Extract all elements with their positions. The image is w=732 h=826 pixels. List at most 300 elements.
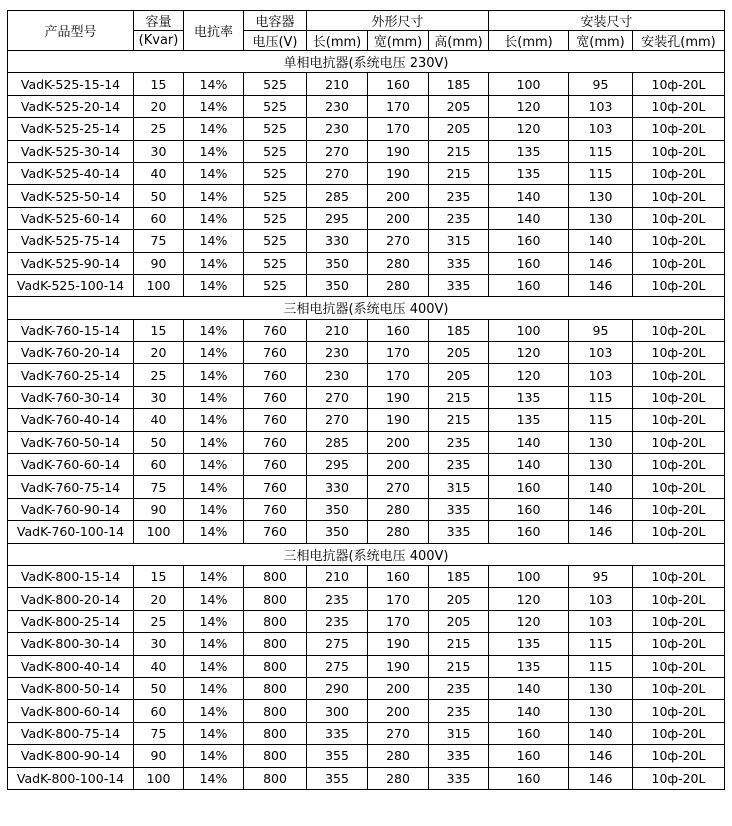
table-cell: 135 [489, 140, 569, 162]
header-outer-dimensions: 外形尺寸 [307, 11, 489, 31]
table-cell: VadK-760-100-14 [8, 521, 134, 543]
table-cell: 270 [368, 230, 429, 252]
table-cell: 14% [184, 386, 244, 408]
table-cell: 95 [569, 319, 633, 341]
header-outer-length: 长(mm) [307, 31, 368, 51]
table-cell: VadK-760-90-14 [8, 498, 134, 520]
table-cell: 350 [307, 274, 368, 296]
table-cell: 160 [368, 73, 429, 95]
table-cell: 315 [429, 722, 489, 744]
table-cell: VadK-760-60-14 [8, 454, 134, 476]
table-cell: 760 [244, 498, 307, 520]
table-cell: 760 [244, 476, 307, 498]
table-cell: 335 [429, 498, 489, 520]
table-cell: 14% [184, 700, 244, 722]
table-cell: 10ф-20L [633, 498, 725, 520]
table-row [8, 431, 725, 453]
table-row [8, 274, 725, 296]
table-row [8, 700, 725, 722]
table-cell: 140 [489, 700, 569, 722]
table-cell: 205 [429, 588, 489, 610]
table-cell: 115 [569, 633, 633, 655]
table-cell: 760 [244, 454, 307, 476]
table-cell: 130 [569, 454, 633, 476]
table-cell: 10ф-20L [633, 633, 725, 655]
table-cell: 270 [307, 140, 368, 162]
table-cell: 14% [184, 319, 244, 341]
table-cell: 335 [429, 252, 489, 274]
table-cell: 335 [429, 274, 489, 296]
table-cell: 285 [307, 185, 368, 207]
table-cell: 10ф-20L [633, 565, 725, 587]
table-cell: 50 [134, 185, 184, 207]
table-cell: 140 [569, 230, 633, 252]
table-cell: 90 [134, 745, 184, 767]
table-cell: 135 [489, 409, 569, 431]
table-cell: VadK-800-30-14 [8, 633, 134, 655]
table-row [8, 342, 725, 364]
table-cell: VadK-760-25-14 [8, 364, 134, 386]
table-cell: 10ф-20L [633, 230, 725, 252]
table-cell: 140 [489, 207, 569, 229]
table-cell: 146 [569, 767, 633, 789]
table-cell: 10ф-20L [633, 588, 725, 610]
table-cell: 350 [307, 252, 368, 274]
table-cell: 146 [569, 498, 633, 520]
table-row [8, 118, 725, 140]
table-cell: 200 [368, 700, 429, 722]
table-cell: 120 [489, 118, 569, 140]
table-cell: 280 [368, 767, 429, 789]
table-cell: 760 [244, 521, 307, 543]
table-cell: 130 [569, 207, 633, 229]
table-cell: 103 [569, 610, 633, 632]
table-cell: 25 [134, 118, 184, 140]
table-cell: 160 [489, 230, 569, 252]
table-cell: 10ф-20L [633, 431, 725, 453]
table-cell: 115 [569, 386, 633, 408]
table-cell: 100 [134, 274, 184, 296]
table-cell: 160 [489, 274, 569, 296]
table-row [8, 454, 725, 476]
table-cell: VadK-760-50-14 [8, 431, 134, 453]
table-cell: 103 [569, 118, 633, 140]
table-cell: 10ф-20L [633, 364, 725, 386]
table-cell: 103 [569, 588, 633, 610]
table-cell: 190 [368, 655, 429, 677]
table-row [8, 767, 725, 789]
table-cell: 800 [244, 677, 307, 699]
table-cell: VadK-525-50-14 [8, 185, 134, 207]
table-row [8, 386, 725, 408]
table-cell: 800 [244, 745, 307, 767]
table-row [8, 588, 725, 610]
table-cell: 10ф-20L [633, 252, 725, 274]
table-cell: 525 [244, 140, 307, 162]
table-cell: 14% [184, 521, 244, 543]
header-mount-width: 宽(mm) [569, 31, 633, 51]
table-cell: 100 [489, 319, 569, 341]
table-cell: 205 [429, 118, 489, 140]
table-cell: 335 [429, 767, 489, 789]
table-cell: 14% [184, 207, 244, 229]
table-cell: 120 [489, 364, 569, 386]
table-row [8, 140, 725, 162]
table-cell: 140 [489, 185, 569, 207]
table-cell: 190 [368, 140, 429, 162]
table-cell: 75 [134, 476, 184, 498]
table-cell: 185 [429, 319, 489, 341]
table-cell: 215 [429, 386, 489, 408]
table-cell: VadK-525-30-14 [8, 140, 134, 162]
table-cell: 140 [489, 454, 569, 476]
table-row [8, 655, 725, 677]
table-cell: 15 [134, 73, 184, 95]
table-cell: 160 [489, 498, 569, 520]
table-cell: 15 [134, 565, 184, 587]
table-cell: 205 [429, 95, 489, 117]
header-capacity: 容量 [134, 11, 184, 31]
table-cell: 160 [489, 745, 569, 767]
table-cell: 525 [244, 118, 307, 140]
table-cell: 525 [244, 207, 307, 229]
table-cell: 335 [429, 745, 489, 767]
table-cell: 14% [184, 118, 244, 140]
table-row [8, 364, 725, 386]
table-cell: 760 [244, 409, 307, 431]
table-cell: 230 [307, 364, 368, 386]
table-cell: 14% [184, 633, 244, 655]
table-cell: 230 [307, 118, 368, 140]
table-cell: 14% [184, 565, 244, 587]
table-cell: 14% [184, 476, 244, 498]
table-cell: 215 [429, 162, 489, 184]
table-cell: 50 [134, 677, 184, 699]
table-cell: 235 [429, 207, 489, 229]
table-cell: VadK-525-90-14 [8, 252, 134, 274]
header-reactance: 电抗率 [184, 11, 244, 51]
table-cell: 103 [569, 364, 633, 386]
table-row [8, 745, 725, 767]
table-cell: 760 [244, 342, 307, 364]
table-cell: VadK-800-100-14 [8, 767, 134, 789]
table-cell: 295 [307, 207, 368, 229]
header-outer-width: 宽(mm) [368, 31, 429, 51]
header-capacity-unit: (Kvar) [134, 31, 184, 51]
table-cell: 800 [244, 633, 307, 655]
table-cell: 200 [368, 677, 429, 699]
table-cell: 10ф-20L [633, 73, 725, 95]
table-cell: 14% [184, 431, 244, 453]
table-cell: 525 [244, 252, 307, 274]
table-cell: 170 [368, 610, 429, 632]
table-cell: 135 [489, 386, 569, 408]
table-cell: 10ф-20L [633, 476, 725, 498]
table-cell: 525 [244, 185, 307, 207]
table-cell: 14% [184, 588, 244, 610]
table-cell: VadK-525-15-14 [8, 73, 134, 95]
table-cell: 140 [569, 722, 633, 744]
table-cell: VadK-800-60-14 [8, 700, 134, 722]
table-cell: 140 [489, 431, 569, 453]
table-row [8, 95, 725, 117]
table-cell: 215 [429, 633, 489, 655]
table-cell: 190 [368, 409, 429, 431]
table-cell: VadK-800-40-14 [8, 655, 134, 677]
table-cell: 120 [489, 342, 569, 364]
table-cell: 210 [307, 565, 368, 587]
section-row [8, 51, 725, 73]
table-cell: 10ф-20L [633, 207, 725, 229]
table-row [8, 230, 725, 252]
table-cell: 60 [134, 207, 184, 229]
section-row [8, 543, 725, 565]
table-cell: 20 [134, 95, 184, 117]
table-cell: 200 [368, 207, 429, 229]
table-cell: 235 [429, 677, 489, 699]
table-cell: 20 [134, 588, 184, 610]
table-cell: 350 [307, 521, 368, 543]
table-cell: 760 [244, 386, 307, 408]
table-cell: 95 [569, 565, 633, 587]
header-mount-length: 长(mm) [489, 31, 569, 51]
table-cell: VadK-800-20-14 [8, 588, 134, 610]
table-row [8, 319, 725, 341]
table-cell: 205 [429, 610, 489, 632]
table-cell: 40 [134, 655, 184, 677]
table-cell: 100 [134, 521, 184, 543]
table-cell: 146 [569, 745, 633, 767]
table-cell: 280 [368, 521, 429, 543]
table-cell: 14% [184, 655, 244, 677]
table-cell: 760 [244, 431, 307, 453]
table-cell: 160 [489, 767, 569, 789]
table-cell: 525 [244, 162, 307, 184]
table-cell: 200 [368, 431, 429, 453]
table-cell: 315 [429, 230, 489, 252]
table-cell: 146 [569, 521, 633, 543]
table-cell: 90 [134, 252, 184, 274]
table-cell: 10ф-20L [633, 162, 725, 184]
table-cell: 14% [184, 498, 244, 520]
table-cell: 800 [244, 722, 307, 744]
table-cell: 14% [184, 185, 244, 207]
table-cell: 170 [368, 364, 429, 386]
table-cell: 130 [569, 431, 633, 453]
table-cell: 14% [184, 409, 244, 431]
table-cell: 10ф-20L [633, 454, 725, 476]
table-cell: 185 [429, 73, 489, 95]
table-cell: 10ф-20L [633, 95, 725, 117]
table-cell: 160 [489, 476, 569, 498]
table-cell: 60 [134, 454, 184, 476]
header-mount-hole: 安装孔(mm) [633, 31, 725, 51]
table-cell: 130 [569, 677, 633, 699]
table-cell: 10ф-20L [633, 677, 725, 699]
table-cell: 14% [184, 73, 244, 95]
table-cell: 270 [368, 722, 429, 744]
table-cell: 20 [134, 342, 184, 364]
table-cell: 10ф-20L [633, 185, 725, 207]
table-cell: 800 [244, 655, 307, 677]
table-row [8, 252, 725, 274]
table-cell: 280 [368, 498, 429, 520]
table-cell: 30 [134, 633, 184, 655]
table-row [8, 73, 725, 95]
table-cell: 10ф-20L [633, 319, 725, 341]
table-row [8, 185, 725, 207]
table-cell: 525 [244, 95, 307, 117]
table-cell: 10ф-20L [633, 274, 725, 296]
table-cell: 10ф-20L [633, 140, 725, 162]
table-cell: 10ф-20L [633, 745, 725, 767]
table-row [8, 610, 725, 632]
table-cell: 330 [307, 476, 368, 498]
table-cell: 14% [184, 722, 244, 744]
table-cell: 230 [307, 95, 368, 117]
table-cell: 170 [368, 588, 429, 610]
section-title: 三相电抗器(系统电压 400V) [8, 297, 725, 319]
table-cell: 75 [134, 722, 184, 744]
table-cell: VadK-800-15-14 [8, 565, 134, 587]
table-row [8, 722, 725, 744]
table-cell: 205 [429, 364, 489, 386]
header-voltage: 电容器 [244, 11, 307, 31]
table-cell: 100 [489, 73, 569, 95]
table-cell: 115 [569, 655, 633, 677]
table-cell: 10ф-20L [633, 118, 725, 140]
table-cell: 350 [307, 498, 368, 520]
table-row [8, 565, 725, 587]
table-cell: 235 [429, 185, 489, 207]
table-cell: 14% [184, 140, 244, 162]
table-cell: 14% [184, 95, 244, 117]
table-cell: 335 [307, 722, 368, 744]
table-cell: 525 [244, 230, 307, 252]
table-cell: 235 [429, 454, 489, 476]
table-cell: 235 [429, 431, 489, 453]
table-cell: 235 [429, 700, 489, 722]
table-cell: 14% [184, 274, 244, 296]
table-cell: VadK-800-25-14 [8, 610, 134, 632]
table-row [8, 677, 725, 699]
table-cell: 280 [368, 252, 429, 274]
table-row [8, 409, 725, 431]
table-cell: 135 [489, 633, 569, 655]
table-cell: 215 [429, 140, 489, 162]
table-cell: 14% [184, 454, 244, 476]
table-cell: 160 [368, 319, 429, 341]
table-cell: 280 [368, 745, 429, 767]
table-cell: 525 [244, 73, 307, 95]
table-cell: 800 [244, 610, 307, 632]
table-cell: 14% [184, 230, 244, 252]
table-row [8, 207, 725, 229]
header-outer-height: 高(mm) [429, 31, 489, 51]
table-cell: 200 [368, 454, 429, 476]
table-cell: 280 [368, 274, 429, 296]
table-cell: 60 [134, 700, 184, 722]
table-cell: 75 [134, 230, 184, 252]
table-row [8, 162, 725, 184]
header-voltage-unit: 电压(V) [244, 31, 307, 51]
table-cell: 14% [184, 610, 244, 632]
table-cell: 10ф-20L [633, 767, 725, 789]
table-cell: 210 [307, 319, 368, 341]
table-cell: 115 [569, 162, 633, 184]
table-cell: 135 [489, 162, 569, 184]
table-cell: 14% [184, 162, 244, 184]
table-cell: 10ф-20L [633, 655, 725, 677]
header-mount-dimensions: 安装尺寸 [489, 11, 725, 31]
table-cell: 10ф-20L [633, 342, 725, 364]
table-cell: 170 [368, 95, 429, 117]
table-cell: 800 [244, 700, 307, 722]
table-cell: 10ф-20L [633, 610, 725, 632]
reactor-spec-table [7, 10, 725, 790]
table-cell: 146 [569, 274, 633, 296]
table-cell: 315 [429, 476, 489, 498]
table-cell: 10ф-20L [633, 700, 725, 722]
table-cell: VadK-760-15-14 [8, 319, 134, 341]
table-cell: 295 [307, 454, 368, 476]
table-cell: 300 [307, 700, 368, 722]
table-cell: 170 [368, 342, 429, 364]
table-cell: 330 [307, 230, 368, 252]
table-cell: 235 [307, 588, 368, 610]
table-cell: 760 [244, 319, 307, 341]
table-cell: VadK-525-40-14 [8, 162, 134, 184]
table-cell: VadK-800-50-14 [8, 677, 134, 699]
table-cell: 270 [307, 162, 368, 184]
table-cell: VadK-800-90-14 [8, 745, 134, 767]
table-cell: 215 [429, 655, 489, 677]
table-cell: 190 [368, 386, 429, 408]
section-row [8, 297, 725, 319]
section-title: 单相电抗器(系统电压 230V) [8, 51, 725, 73]
table-cell: 130 [569, 700, 633, 722]
table-cell: VadK-525-25-14 [8, 118, 134, 140]
table-cell: 270 [307, 409, 368, 431]
table-cell: 10ф-20L [633, 386, 725, 408]
table-cell: 14% [184, 745, 244, 767]
table-cell: 210 [307, 73, 368, 95]
table-cell: 100 [489, 565, 569, 587]
table-cell: 135 [489, 655, 569, 677]
table-cell: VadK-525-60-14 [8, 207, 134, 229]
table-cell: 800 [244, 565, 307, 587]
table-cell: 170 [368, 118, 429, 140]
header-model: 产品型号 [8, 11, 134, 51]
table-cell: 120 [489, 610, 569, 632]
table-cell: 230 [307, 342, 368, 364]
table-cell: 140 [489, 677, 569, 699]
table-cell: 235 [307, 610, 368, 632]
table-cell: 100 [134, 767, 184, 789]
table-cell: VadK-525-20-14 [8, 95, 134, 117]
table-row [8, 633, 725, 655]
table-cell: 14% [184, 364, 244, 386]
table-cell: 270 [307, 386, 368, 408]
table-cell: 10ф-20L [633, 521, 725, 543]
table-cell: 205 [429, 342, 489, 364]
table-cell: 270 [368, 476, 429, 498]
table-cell: 40 [134, 409, 184, 431]
table-cell: 10ф-20L [633, 722, 725, 744]
table-cell: VadK-760-75-14 [8, 476, 134, 498]
table-cell: 115 [569, 140, 633, 162]
table-cell: VadK-760-30-14 [8, 386, 134, 408]
